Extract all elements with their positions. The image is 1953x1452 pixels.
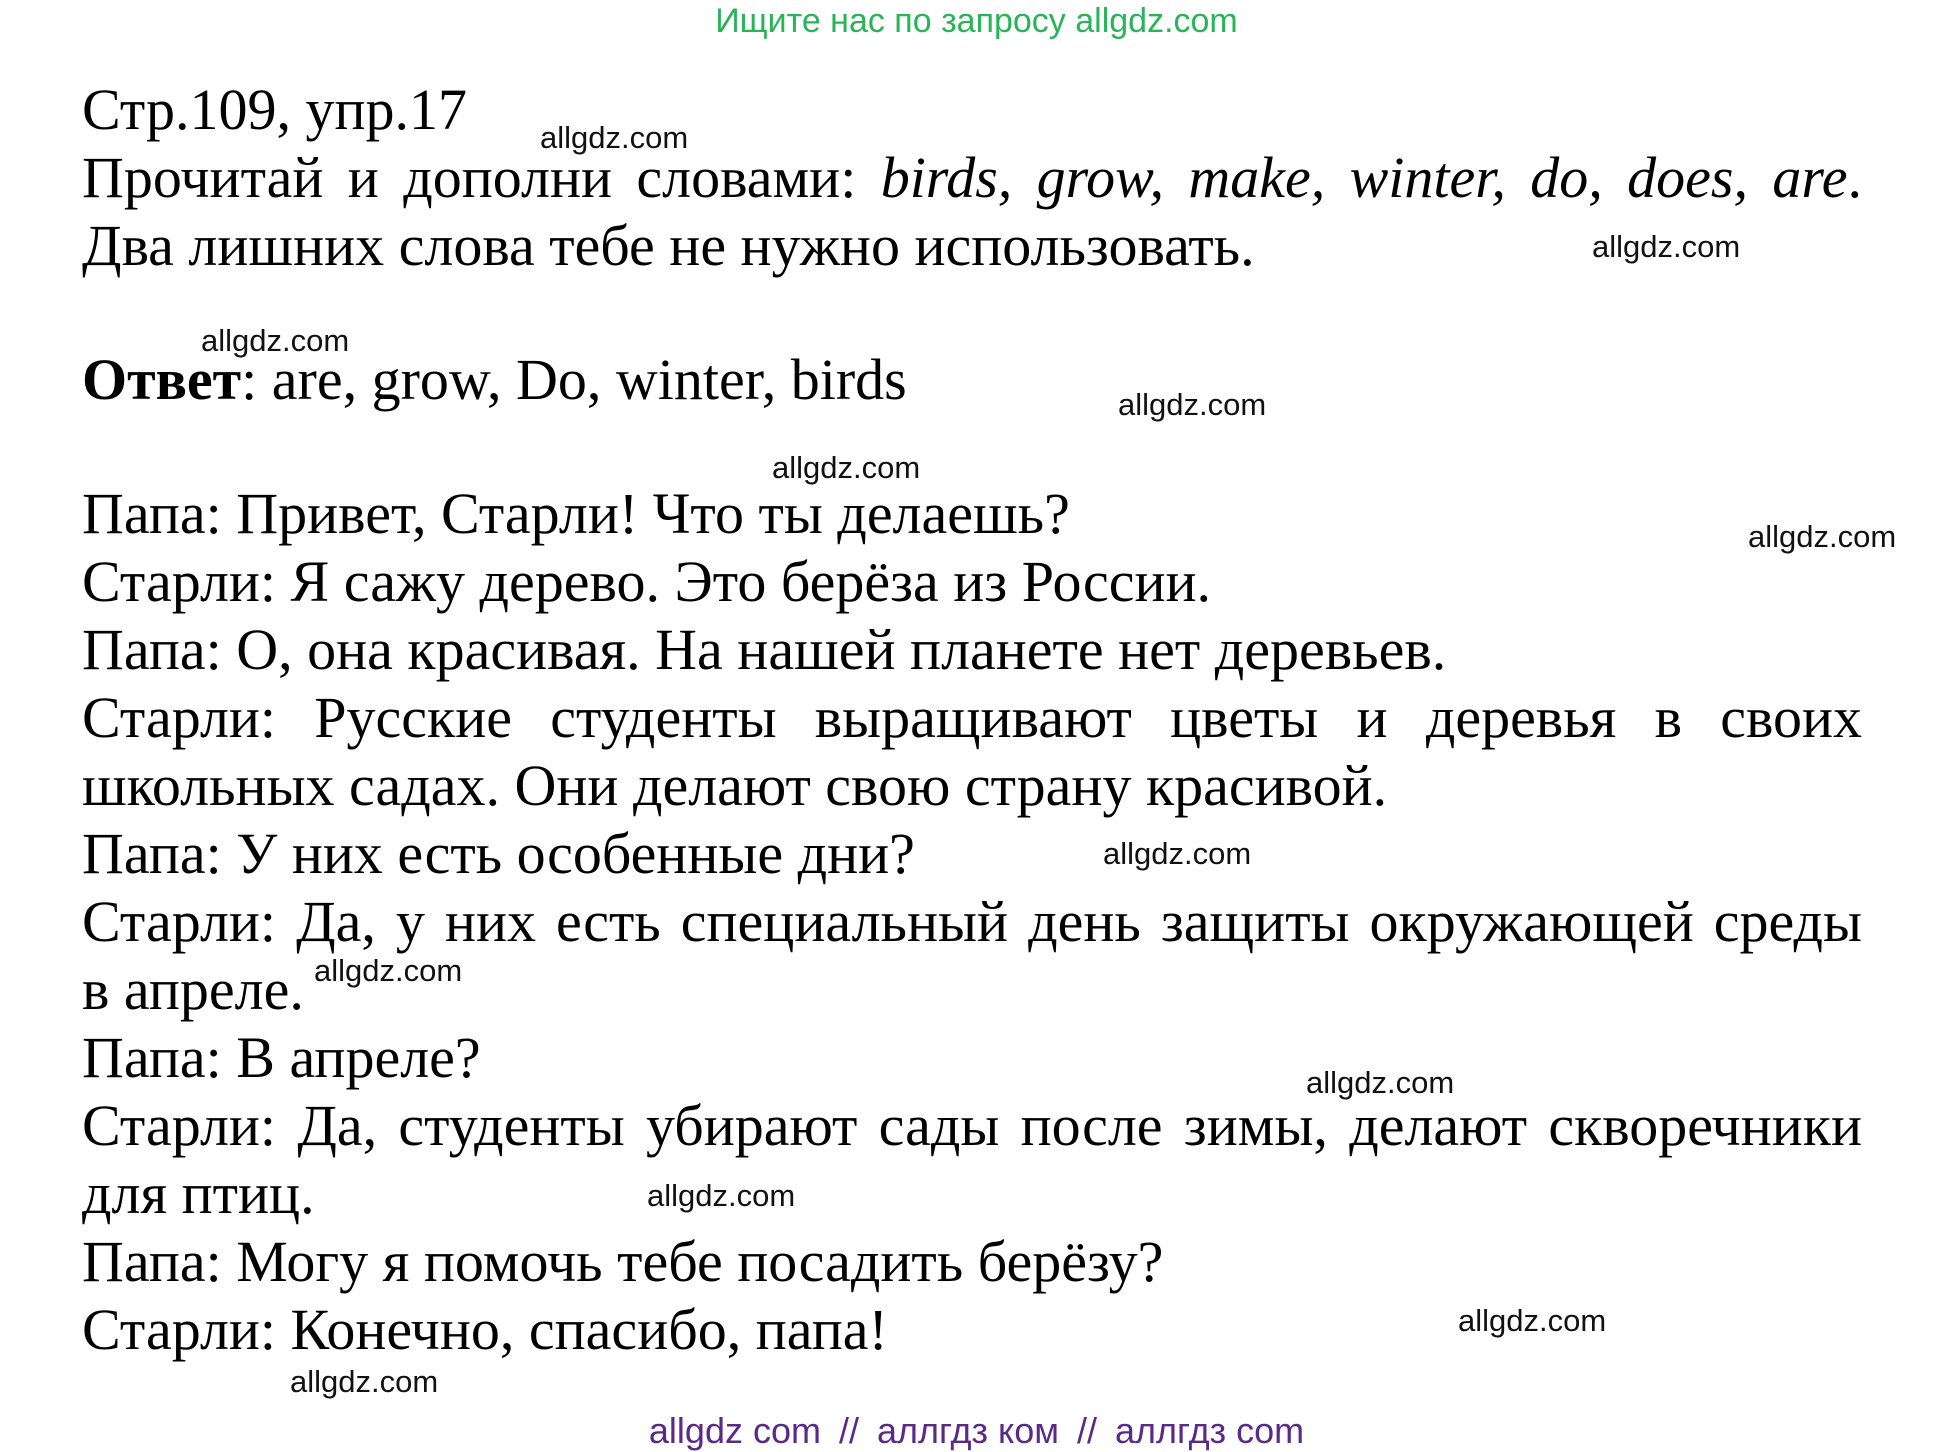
task-line-1 xyxy=(82,144,1862,212)
task-prefix: Прочитай и дополни словами: xyxy=(82,145,881,210)
watermark: allgdz.com xyxy=(772,450,921,485)
bottom-link-2[interactable]: аллгдз ком xyxy=(877,1410,1059,1451)
watermark: allgdz.com xyxy=(1118,387,1267,422)
dialogue-line: Старли: Да, студенты убирают сады после зимы, делают скворечники xyxy=(82,1093,1862,1158)
dialogue-line: школьных садах. Они делают свою страну красивой. xyxy=(82,753,1388,818)
separator: // xyxy=(1077,1410,1098,1451)
watermark: allgdz.com xyxy=(1306,1065,1455,1100)
page-heading: Стр.109, упр.17 xyxy=(82,77,468,142)
dialogue-line: Старли: Я сажу дерево. Это берёза из России. xyxy=(82,549,1212,614)
bottom-link-3[interactable]: аллгдз com xyxy=(1115,1410,1305,1451)
task-end: . xyxy=(1847,145,1862,210)
answer-text: : are, grow, Do, winter, birds xyxy=(241,347,907,412)
document-content xyxy=(82,76,1862,1364)
top-banner: Ищите нас по запросу allgdz.com xyxy=(715,2,1238,40)
dialogue-line: Папа: У них есть особенные дни? xyxy=(82,821,915,886)
dialogue-line: Папа: О, она красивая. На нашей планете нет деревьев. xyxy=(82,617,1447,682)
watermark: allgdz.com xyxy=(1458,1303,1607,1338)
watermark: allgdz.com xyxy=(1103,836,1252,871)
watermark: allgdz.com xyxy=(540,120,689,155)
answer-label: Ответ xyxy=(82,347,242,412)
dialogue-line: Старли: Да, у них есть специальный день защиты окружающей среды xyxy=(82,889,1862,954)
dialogue-line: в апреле. xyxy=(82,957,304,1022)
dialogue-line: Старли: Русские студенты выращивают цветы и деревья в своих xyxy=(82,685,1862,750)
bottom-banner xyxy=(0,1410,1953,1452)
dialogue-line: Папа: В апреле? xyxy=(82,1025,481,1090)
separator: // xyxy=(838,1410,859,1451)
watermark: allgdz.com xyxy=(647,1178,796,1213)
watermark: allgdz.com xyxy=(1592,229,1741,264)
dialogue-line: Старли: Конечно, спасибо, папа! xyxy=(82,1297,888,1362)
watermark: allgdz.com xyxy=(201,323,350,358)
bottom-link-1[interactable]: allgdz com xyxy=(648,1410,821,1451)
watermark: allgdz.com xyxy=(314,953,463,988)
dialogue-line: Папа: Могу я помочь тебе посадить берёзу? xyxy=(82,1229,1164,1294)
watermark: allgdz.com xyxy=(290,1364,439,1399)
task-line-2: Два лишних слова тебе не нужно использовать. xyxy=(82,213,1255,278)
watermark: allgdz.com xyxy=(1748,519,1897,554)
dialogue-line: Папа: Привет, Старли! Что ты делаешь? xyxy=(82,481,1070,546)
dialogue-line: для птиц. xyxy=(82,1161,315,1226)
task-words: birds, grow, make, winter, do, does, are xyxy=(880,145,1848,210)
